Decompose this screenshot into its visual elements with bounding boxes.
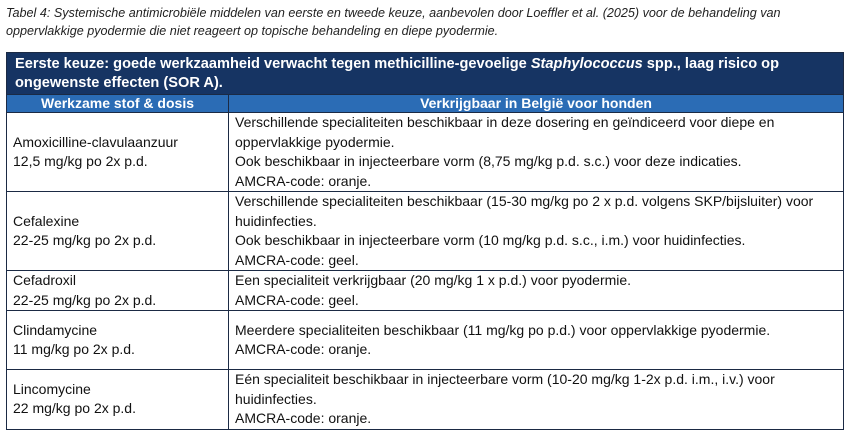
drug-dose: 22-25 mg/kg po 2x p.d.: [13, 232, 157, 248]
drug-name: Lincomycine: [13, 380, 91, 397]
antimicrobial-table: [6, 52, 844, 430]
banner-text-before: Eerste keuze: goede werkzaamheid verwacht tegen methicilline-gevoelige: [15, 56, 531, 72]
drug-cell: [7, 271, 229, 311]
table-row: [7, 271, 844, 311]
availability-line: Meerdere specialiteiten beschikbaar (11 mg/kg po p.d.) voor oppervlakkige pyodermie.: [235, 321, 771, 338]
availability-line: Verschillende specialiteiten beschikbaar (15-30 mg/kg po 2 x p.d. volgens SKP/bijsluiter) voor huidinfecties.: [235, 193, 814, 229]
table-row: [7, 192, 844, 271]
availability-cell: [229, 271, 844, 311]
availability-cell: [229, 370, 844, 430]
drug-dose: 22 mg/kg po 2x p.d.: [13, 400, 136, 417]
amcra-code: AMCRA-code: geel.: [235, 291, 359, 308]
drug-cell: [7, 370, 229, 430]
table-caption: [6, 4, 846, 40]
availability-line: Een specialiteit verkrijgbaar (20 mg/kg 1 x p.d.) voor pyodermie.: [235, 272, 632, 288]
availability-line: Eén specialiteit beschikbaar in injecteerbare vorm (10-20 mg/kg 1-2x p.d. i.m., i.v.) voor huidinfecties.: [235, 371, 775, 407]
drug-dose: 12,5 mg/kg po 2x p.d.: [13, 153, 148, 169]
drug-dose: 22-25 mg/kg po 2x p.d.: [13, 291, 157, 308]
amcra-code: AMCRA-code: oranje.: [235, 410, 372, 426]
amcra-code: AMCRA-code: oranje.: [235, 172, 372, 189]
header-active-substance: Werkzame stof & dosis: [7, 95, 229, 113]
first-choice-banner: [7, 53, 844, 95]
availability-cell: [229, 192, 844, 271]
caption-label: Tabel 4:: [6, 6, 51, 20]
table-row: [7, 113, 844, 192]
drug-name: Cefadroxil: [13, 272, 77, 288]
amcra-code: AMCRA-code: oranje.: [235, 341, 372, 357]
table-row: [7, 370, 844, 430]
drug-name: Cefalexine: [13, 212, 80, 229]
availability-cell: [229, 311, 844, 370]
availability-line: Ook beschikbaar in injecteerbare vorm (10 mg/kg p.d. s.c., i.m.) voor huidinfecties.: [235, 232, 746, 248]
table-row: [7, 311, 844, 370]
drug-name: Clindamycine: [13, 321, 98, 338]
availability-cell: [229, 113, 844, 192]
drug-cell: [7, 192, 229, 271]
table-header-row: [7, 95, 844, 113]
amcra-code: AMCRA-code: geel.: [235, 251, 359, 268]
drug-name: Amoxicilline-clavulaanzuur: [13, 133, 178, 150]
drug-dose: 11 mg/kg po 2x p.d.: [13, 341, 135, 357]
banner-genus: Staphylococcus: [530, 56, 643, 72]
table-banner-row: [7, 53, 844, 95]
banner-text-after: spp., laag risico op ongewenste effecten (SOR A).: [15, 56, 779, 91]
availability-line: Verschillende specialiteiten beschikbaar in deze dosering en geïndiceerd voor diepe en oppervlakkige pyodermie.: [235, 114, 775, 150]
drug-cell: [7, 311, 229, 370]
availability-line: Ook beschikbaar in injecteerbare vorm (8,75 mg/kg p.d. s.c.) voor deze indicaties.: [235, 153, 742, 169]
drug-cell: [7, 113, 229, 192]
caption-text: Systemische antimicrobiële middelen van eerste en tweede keuze, aanbevolen door Loeffler et al. (2025) voor de behandeling van oppervlakkige pyodermie die niet reageert op topische behandeling en diepe pyodermie.: [6, 6, 781, 38]
header-availability: Verkrijgbaar in België voor honden: [229, 95, 844, 113]
